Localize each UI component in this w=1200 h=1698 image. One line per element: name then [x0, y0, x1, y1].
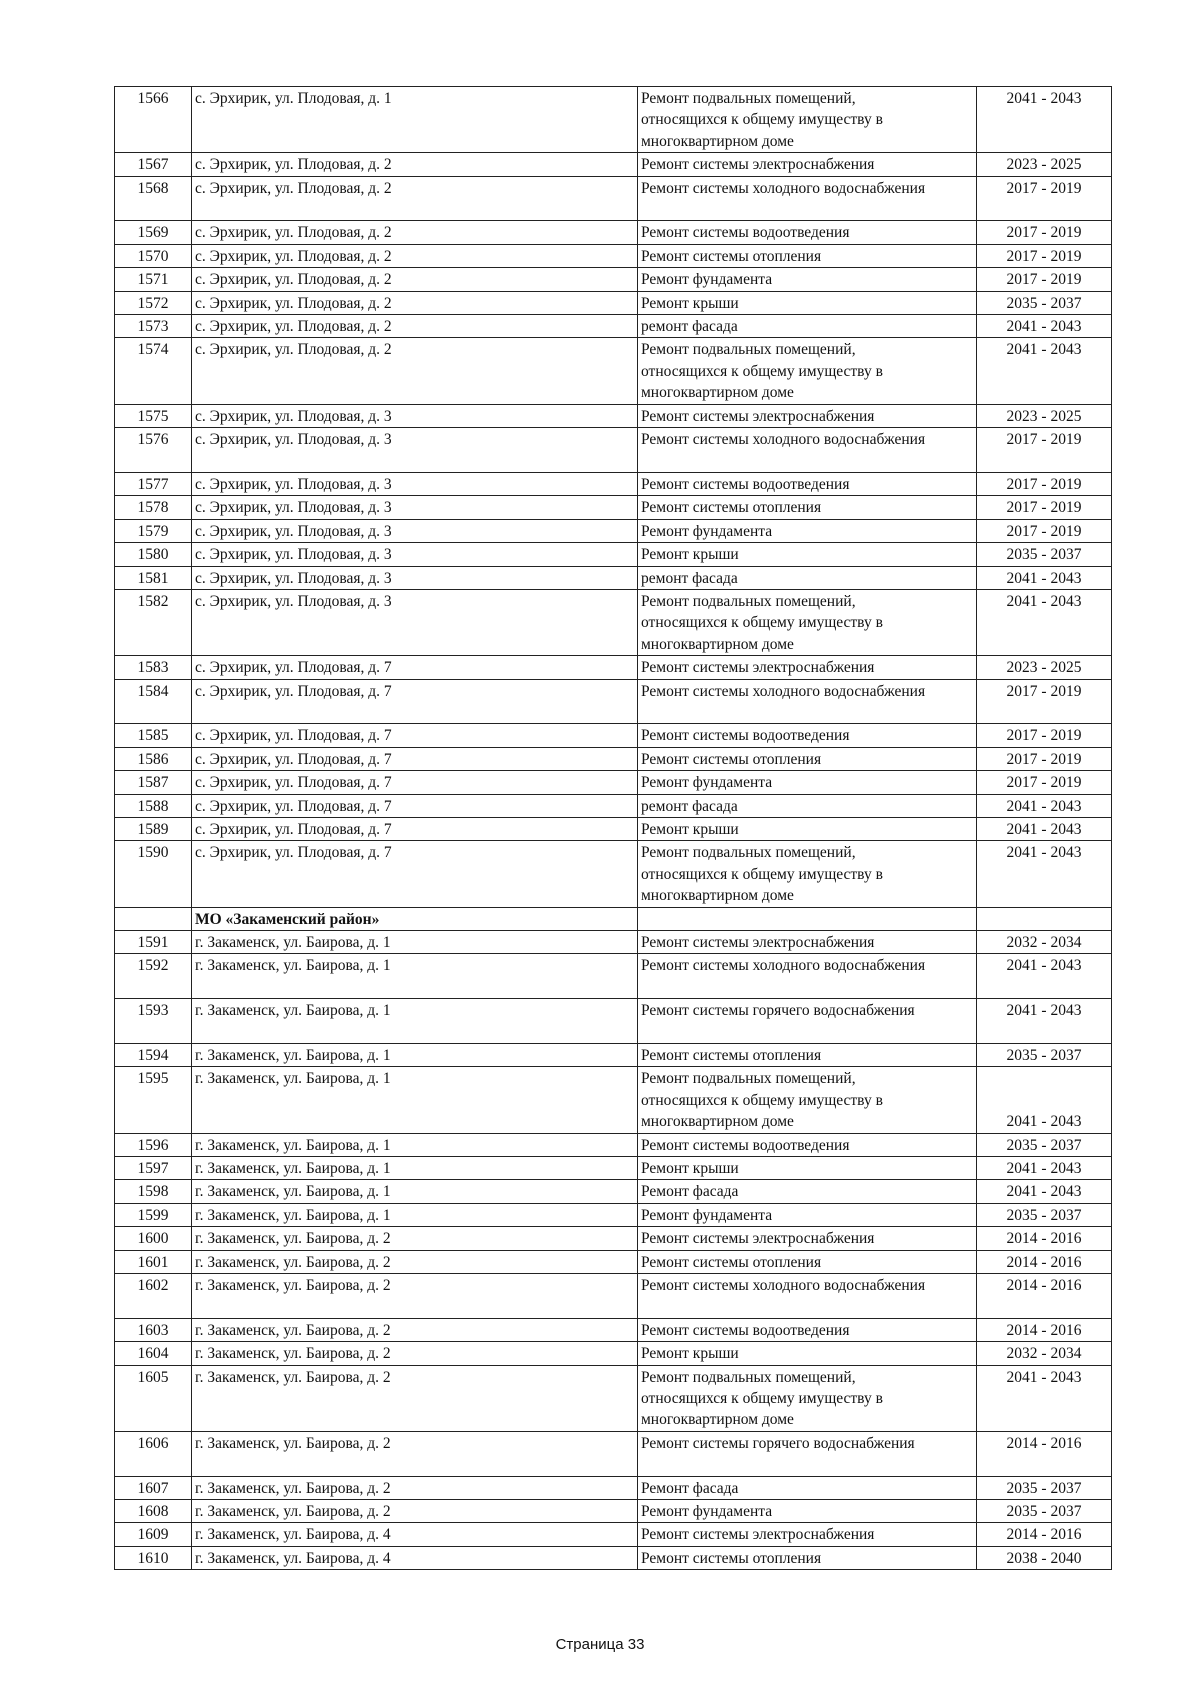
cell-work — [638, 1546, 977, 1569]
cell-work — [638, 1342, 977, 1365]
cell-work — [638, 1157, 977, 1180]
table-row — [115, 428, 1112, 473]
cell-work — [638, 747, 977, 770]
cell-work — [638, 954, 977, 999]
work-line: Ремонт фундамента — [641, 271, 773, 289]
cell-number: 1578 — [115, 496, 192, 519]
work-line: Ремонт системы отопления — [641, 750, 822, 768]
cell-address: с. Эрхирик, ул. Плодовая, д. 7 — [192, 771, 638, 794]
cell-years: 2023 - 2025 — [977, 656, 1112, 679]
table-row — [115, 1546, 1112, 1569]
cell-number: 1596 — [115, 1133, 192, 1156]
cell-years: 2035 - 2037 — [977, 1500, 1112, 1523]
cell-work — [638, 1203, 977, 1226]
cell-number: 1603 — [115, 1318, 192, 1341]
cell-address: с. Эрхирик, ул. Плодовая, д. 3 — [192, 496, 638, 519]
page-footer: Страница 33 — [555, 1636, 645, 1653]
table-row — [115, 656, 1112, 679]
cell-years: 2017 - 2019 — [977, 244, 1112, 267]
work-line: Ремонт фундамента — [641, 774, 773, 792]
cell-work — [638, 1250, 977, 1273]
cell-address: с. Эрхирик, ул. Плодовая, д. 7 — [192, 817, 638, 840]
cell-address: г. Закаменск, ул. Баирова, д. 2 — [192, 1500, 638, 1523]
table-row — [115, 404, 1112, 427]
work-line: Ремонт подвальных помещений, — [641, 844, 856, 862]
cell-work — [638, 268, 977, 291]
cell-years: 2035 - 2037 — [977, 543, 1112, 566]
table-row — [115, 338, 1112, 404]
cell-work — [638, 1180, 977, 1203]
cell-years: 2032 - 2034 — [977, 1342, 1112, 1365]
cell-years: 2014 - 2016 — [977, 1523, 1112, 1546]
table-row — [115, 954, 1112, 999]
table-row — [115, 724, 1112, 747]
cell-number: 1591 — [115, 930, 192, 953]
table-row — [115, 817, 1112, 840]
section-row — [115, 907, 1112, 930]
cell-work — [638, 566, 977, 589]
cell-number: 1571 — [115, 268, 192, 291]
table-row — [115, 1365, 1112, 1431]
work-line — [641, 1022, 973, 1043]
work-line: Ремонт системы отопления — [641, 247, 822, 265]
work-line: Ремонт системы электроснабжения — [641, 659, 875, 677]
cell-years: 2017 - 2019 — [977, 496, 1112, 519]
cell-address: с. Эрхирик, ул. Плодовая, д. 7 — [192, 794, 638, 817]
cell-number: 1585 — [115, 724, 192, 747]
work-line: Ремонт фасада — [641, 1479, 739, 1497]
cell-work — [638, 472, 977, 495]
work-line: Ремонт крыши — [641, 1345, 739, 1363]
work-line: Ремонт фундамента — [641, 522, 773, 540]
cell-number: 1586 — [115, 747, 192, 770]
table-row — [115, 315, 1112, 338]
cell-work — [638, 930, 977, 953]
work-line: Ремонт системы горячего водоснабжения — [641, 1002, 915, 1020]
work-line: Ремонт системы отопления — [641, 1549, 822, 1567]
cell-address: г. Закаменск, ул. Баирова, д. 2 — [192, 1342, 638, 1365]
cell-work — [638, 724, 977, 747]
cell-years: 2041 - 2043 — [977, 841, 1112, 907]
work-line: Ремонт фасада — [641, 1183, 739, 1201]
table-row — [115, 291, 1112, 314]
cell-address: г. Закаменск, ул. Баирова, д. 1 — [192, 1203, 638, 1226]
cell-number: 1567 — [115, 153, 192, 176]
cell-years: 2014 - 2016 — [977, 1431, 1112, 1476]
cell-work — [638, 907, 977, 930]
cell-work — [638, 221, 977, 244]
cell-years: 2041 - 2043 — [977, 817, 1112, 840]
table-row — [115, 1342, 1112, 1365]
cell-work — [638, 176, 977, 221]
cell-number: 1579 — [115, 519, 192, 542]
cell-number — [115, 907, 192, 930]
cell-work — [638, 1523, 977, 1546]
cell-address: с. Эрхирик, ул. Плодовая, д. 2 — [192, 176, 638, 221]
cell-number: 1610 — [115, 1546, 192, 1569]
table-body — [115, 87, 1112, 1570]
cell-years: 2023 - 2025 — [977, 404, 1112, 427]
table-row — [115, 589, 1112, 655]
cell-address: г. Закаменск, ул. Баирова, д. 2 — [192, 1227, 638, 1250]
work-line — [641, 1454, 973, 1475]
table-row — [115, 1476, 1112, 1499]
cell-years: 2041 - 2043 — [977, 999, 1112, 1044]
work-line: Ремонт подвальных помещений, — [641, 592, 856, 610]
work-line: Ремонт крыши — [641, 294, 739, 312]
work-line: Ремонт системы электроснабжения — [641, 156, 875, 174]
cell-address: г. Закаменск, ул. Баирова, д. 1 — [192, 1157, 638, 1180]
cell-number: 1609 — [115, 1523, 192, 1546]
table-row — [115, 794, 1112, 817]
cell-address: г. Закаменск, ул. Баирова, д. 2 — [192, 1476, 638, 1499]
cell-number: 1581 — [115, 566, 192, 589]
cell-years: 2041 - 2043 — [977, 1157, 1112, 1180]
cell-number: 1600 — [115, 1227, 192, 1250]
work-line: Ремонт подвальных помещений, — [641, 1070, 856, 1088]
work-line: Ремонт системы холодного водоснабжения — [641, 1277, 926, 1295]
work-line: Ремонт системы водоотведения — [641, 727, 850, 745]
cell-address: с. Эрхирик, ул. Плодовая, д. 3 — [192, 589, 638, 655]
table-row — [115, 472, 1112, 495]
cell-number: 1566 — [115, 87, 192, 153]
cell-years: 2041 - 2043 — [977, 315, 1112, 338]
work-line: многоквартирном доме — [641, 1411, 794, 1429]
table-row — [115, 679, 1112, 724]
cell-address: г. Закаменск, ул. Баирова, д. 1 — [192, 1133, 638, 1156]
cell-number: 1587 — [115, 771, 192, 794]
work-line — [641, 977, 973, 998]
work-line: относящихся к общему имуществу в — [641, 1091, 883, 1109]
cell-work — [638, 1431, 977, 1476]
cell-work — [638, 1274, 977, 1319]
work-line: Ремонт системы водоотведения — [641, 224, 850, 242]
cell-address: с. Эрхирик, ул. Плодовая, д. 2 — [192, 221, 638, 244]
cell-work — [638, 543, 977, 566]
cell-address: с. Эрхирик, ул. Плодовая, д. 2 — [192, 153, 638, 176]
cell-years: 2041 - 2043 — [977, 1067, 1112, 1133]
cell-number: 1568 — [115, 176, 192, 221]
work-line: Ремонт системы горячего водоснабжения — [641, 1434, 915, 1452]
work-line — [641, 199, 973, 220]
cell-number: 1604 — [115, 1342, 192, 1365]
table-row — [115, 1157, 1112, 1180]
cell-years: 2041 - 2043 — [977, 794, 1112, 817]
work-line: Ремонт системы холодного водоснабжения — [641, 179, 926, 197]
table-row — [115, 1523, 1112, 1546]
cell-work — [638, 771, 977, 794]
work-line: относящихся к общему имуществу в — [641, 1390, 883, 1408]
cell-years: 2017 - 2019 — [977, 472, 1112, 495]
work-line: Ремонт фундамента — [641, 1503, 773, 1521]
cell-number: 1592 — [115, 954, 192, 999]
cell-years: 2041 - 2043 — [977, 954, 1112, 999]
cell-work — [638, 153, 977, 176]
cell-number: 1576 — [115, 428, 192, 473]
work-line: Ремонт системы холодного водоснабжения — [641, 682, 926, 700]
cell-number: 1602 — [115, 1274, 192, 1319]
cell-address: с. Эрхирик, ул. Плодовая, д. 3 — [192, 519, 638, 542]
cell-years: 2041 - 2043 — [977, 1180, 1112, 1203]
repair-schedule-table — [114, 86, 1112, 1570]
cell-address: г. Закаменск, ул. Баирова, д. 1 — [192, 999, 638, 1044]
cell-address: с. Эрхирик, ул. Плодовая, д. 3 — [192, 566, 638, 589]
cell-work — [638, 519, 977, 542]
cell-number: 1593 — [115, 999, 192, 1044]
work-line: Ремонт системы отопления — [641, 1253, 822, 1271]
cell-years: 2035 - 2037 — [977, 1043, 1112, 1066]
cell-years: 2041 - 2043 — [977, 87, 1112, 153]
work-line: Ремонт подвальных помещений, — [641, 341, 856, 359]
table-row — [115, 153, 1112, 176]
work-line: относящихся к общему имуществу в — [641, 614, 883, 632]
work-line: Ремонт крыши — [641, 820, 739, 838]
cell-address: с. Эрхирик, ул. Плодовая, д. 7 — [192, 679, 638, 724]
cell-years: 2017 - 2019 — [977, 747, 1112, 770]
work-line: Ремонт системы водоотведения — [641, 1136, 850, 1154]
cell-number: 1570 — [115, 244, 192, 267]
cell-work — [638, 496, 977, 519]
table-row — [115, 244, 1112, 267]
cell-years: 2041 - 2043 — [977, 1365, 1112, 1431]
cell-years: 2017 - 2019 — [977, 176, 1112, 221]
cell-years: 2038 - 2040 — [977, 1546, 1112, 1569]
cell-number: 1595 — [115, 1067, 192, 1133]
table-row — [115, 221, 1112, 244]
cell-address: с. Эрхирик, ул. Плодовая, д. 7 — [192, 747, 638, 770]
cell-number: 1594 — [115, 1043, 192, 1066]
work-line: Ремонт системы холодного водоснабжения — [641, 957, 926, 975]
work-line: относящихся к общему имуществу в — [641, 865, 883, 883]
work-line: Ремонт системы отопления — [641, 499, 822, 517]
work-line — [641, 450, 973, 471]
cell-years: 2017 - 2019 — [977, 428, 1112, 473]
table-row — [115, 543, 1112, 566]
table-row — [115, 1227, 1112, 1250]
work-line: многоквартирном доме — [641, 1113, 794, 1131]
work-line: ремонт фасада — [641, 318, 738, 336]
cell-work — [638, 794, 977, 817]
work-line: Ремонт фундамента — [641, 1206, 773, 1224]
cell-work — [638, 656, 977, 679]
work-line: многоквартирном доме — [641, 887, 794, 905]
cell-number: 1598 — [115, 1180, 192, 1203]
work-line: Ремонт крыши — [641, 1160, 739, 1178]
cell-address: г. Закаменск, ул. Баирова, д. 2 — [192, 1365, 638, 1431]
cell-address: г. Закаменск, ул. Баирова, д. 4 — [192, 1523, 638, 1546]
cell-address: с. Эрхирик, ул. Плодовая, д. 2 — [192, 315, 638, 338]
cell-number: 1569 — [115, 221, 192, 244]
table-row — [115, 1067, 1112, 1133]
work-line: относящихся к общему имуществу в — [641, 362, 883, 380]
cell-years: 2041 - 2043 — [977, 566, 1112, 589]
cell-work — [638, 1500, 977, 1523]
cell-years — [977, 907, 1112, 930]
work-line: Ремонт системы водоотведения — [641, 475, 850, 493]
cell-work — [638, 817, 977, 840]
table-row — [115, 1203, 1112, 1226]
table-row — [115, 566, 1112, 589]
cell-years: 2041 - 2043 — [977, 338, 1112, 404]
work-line: Ремонт крыши — [641, 546, 739, 564]
table-row — [115, 1250, 1112, 1273]
cell-years: 2017 - 2019 — [977, 679, 1112, 724]
cell-work — [638, 315, 977, 338]
cell-years: 2014 - 2016 — [977, 1227, 1112, 1250]
cell-address: с. Эрхирик, ул. Плодовая, д. 3 — [192, 543, 638, 566]
cell-number: 1582 — [115, 589, 192, 655]
work-line: Ремонт подвальных помещений, — [641, 1368, 856, 1386]
table-row — [115, 930, 1112, 953]
section-title: МО «Закаменский район» — [192, 907, 638, 930]
work-line: Ремонт системы холодного водоснабжения — [641, 431, 926, 449]
cell-number: 1589 — [115, 817, 192, 840]
cell-years: 2017 - 2019 — [977, 519, 1112, 542]
cell-years: 2035 - 2037 — [977, 1203, 1112, 1226]
table-row — [115, 268, 1112, 291]
cell-work — [638, 1067, 977, 1133]
table-row — [115, 176, 1112, 221]
table-row — [115, 496, 1112, 519]
work-line: Ремонт системы электроснабжения — [641, 407, 875, 425]
cell-address: г. Закаменск, ул. Баирова, д. 2 — [192, 1250, 638, 1273]
table-row — [115, 841, 1112, 907]
cell-years: 2035 - 2037 — [977, 1133, 1112, 1156]
cell-address: с. Эрхирик, ул. Плодовая, д. 7 — [192, 724, 638, 747]
cell-number: 1583 — [115, 656, 192, 679]
work-line: ремонт фасада — [641, 569, 738, 587]
cell-address: с. Эрхирик, ул. Плодовая, д. 1 — [192, 87, 638, 153]
cell-work — [638, 1227, 977, 1250]
cell-years: 2014 - 2016 — [977, 1274, 1112, 1319]
cell-number: 1605 — [115, 1365, 192, 1431]
cell-number: 1577 — [115, 472, 192, 495]
cell-years: 2017 - 2019 — [977, 771, 1112, 794]
table-row — [115, 1133, 1112, 1156]
table-row — [115, 1180, 1112, 1203]
cell-address: г. Закаменск, ул. Баирова, д. 2 — [192, 1431, 638, 1476]
cell-number: 1606 — [115, 1431, 192, 1476]
cell-years: 2032 - 2034 — [977, 930, 1112, 953]
work-line: относящихся к общему имуществу в — [641, 111, 883, 129]
cell-number: 1588 — [115, 794, 192, 817]
table-row — [115, 771, 1112, 794]
cell-number: 1601 — [115, 1250, 192, 1273]
work-line: Ремонт системы электроснабжения — [641, 1526, 875, 1544]
cell-address: г. Закаменск, ул. Баирова, д. 1 — [192, 954, 638, 999]
work-line: Ремонт системы электроснабжения — [641, 933, 875, 951]
cell-address: г. Закаменск, ул. Баирова, д. 1 — [192, 1067, 638, 1133]
cell-address: с. Эрхирик, ул. Плодовая, д. 2 — [192, 338, 638, 404]
cell-number: 1575 — [115, 404, 192, 427]
table-row — [115, 747, 1112, 770]
cell-years: 2014 - 2016 — [977, 1318, 1112, 1341]
cell-address: г. Закаменск, ул. Баирова, д. 2 — [192, 1274, 638, 1319]
work-line: Ремонт подвальных помещений, — [641, 90, 856, 107]
cell-work — [638, 1476, 977, 1499]
cell-number: 1599 — [115, 1203, 192, 1226]
cell-address: г. Закаменск, ул. Баирова, д. 1 — [192, 1043, 638, 1066]
work-line: ремонт фасада — [641, 797, 738, 815]
cell-years: 2023 - 2025 — [977, 153, 1112, 176]
cell-work — [638, 1365, 977, 1431]
cell-years: 2017 - 2019 — [977, 268, 1112, 291]
cell-number: 1608 — [115, 1500, 192, 1523]
cell-address: с. Эрхирик, ул. Плодовая, д. 7 — [192, 841, 638, 907]
work-line: Ремонт системы отопления — [641, 1046, 822, 1064]
table-row — [115, 519, 1112, 542]
cell-work — [638, 1133, 977, 1156]
cell-address: с. Эрхирик, ул. Плодовая, д. 3 — [192, 472, 638, 495]
cell-number: 1590 — [115, 841, 192, 907]
cell-number: 1574 — [115, 338, 192, 404]
cell-years: 2035 - 2037 — [977, 291, 1112, 314]
cell-work — [638, 404, 977, 427]
cell-address: с. Эрхирик, ул. Плодовая, д. 3 — [192, 404, 638, 427]
work-line — [641, 1296, 973, 1317]
cell-number: 1572 — [115, 291, 192, 314]
table-row — [115, 999, 1112, 1044]
cell-work — [638, 338, 977, 404]
cell-number: 1584 — [115, 679, 192, 724]
cell-number: 1573 — [115, 315, 192, 338]
work-line: Ремонт системы электроснабжения — [641, 1230, 875, 1248]
table-row — [115, 87, 1112, 153]
cell-work — [638, 87, 977, 153]
work-line — [641, 702, 973, 723]
work-line: многоквартирном доме — [641, 384, 794, 402]
table-row — [115, 1431, 1112, 1476]
cell-years: 2035 - 2037 — [977, 1476, 1112, 1499]
cell-work — [638, 428, 977, 473]
cell-years: 2041 - 2043 — [977, 589, 1112, 655]
cell-years: 2017 - 2019 — [977, 724, 1112, 747]
table-row — [115, 1043, 1112, 1066]
cell-number: 1597 — [115, 1157, 192, 1180]
table-row — [115, 1318, 1112, 1341]
table-row — [115, 1500, 1112, 1523]
table-row — [115, 1274, 1112, 1319]
work-line: Ремонт системы водоотведения — [641, 1321, 850, 1339]
cell-number: 1607 — [115, 1476, 192, 1499]
cell-work — [638, 1043, 977, 1066]
work-line: многоквартирном доме — [641, 635, 794, 653]
cell-address: с. Эрхирик, ул. Плодовая, д. 3 — [192, 428, 638, 473]
cell-years: 2014 - 2016 — [977, 1250, 1112, 1273]
cell-work — [638, 841, 977, 907]
cell-address: с. Эрхирик, ул. Плодовая, д. 2 — [192, 291, 638, 314]
cell-work — [638, 291, 977, 314]
cell-work — [638, 999, 977, 1044]
cell-work — [638, 589, 977, 655]
cell-address: г. Закаменск, ул. Баирова, д. 1 — [192, 930, 638, 953]
cell-number: 1580 — [115, 543, 192, 566]
cell-address: с. Эрхирик, ул. Плодовая, д. 2 — [192, 268, 638, 291]
cell-address: г. Закаменск, ул. Баирова, д. 4 — [192, 1546, 638, 1569]
cell-years: 2017 - 2019 — [977, 221, 1112, 244]
cell-address: г. Закаменск, ул. Баирова, д. 1 — [192, 1180, 638, 1203]
cell-address: с. Эрхирик, ул. Плодовая, д. 7 — [192, 656, 638, 679]
cell-address: г. Закаменск, ул. Баирова, д. 2 — [192, 1318, 638, 1341]
cell-address: с. Эрхирик, ул. Плодовая, д. 2 — [192, 244, 638, 267]
cell-work — [638, 244, 977, 267]
work-line: многоквартирном доме — [641, 132, 794, 150]
cell-work — [638, 679, 977, 724]
cell-work — [638, 1318, 977, 1341]
